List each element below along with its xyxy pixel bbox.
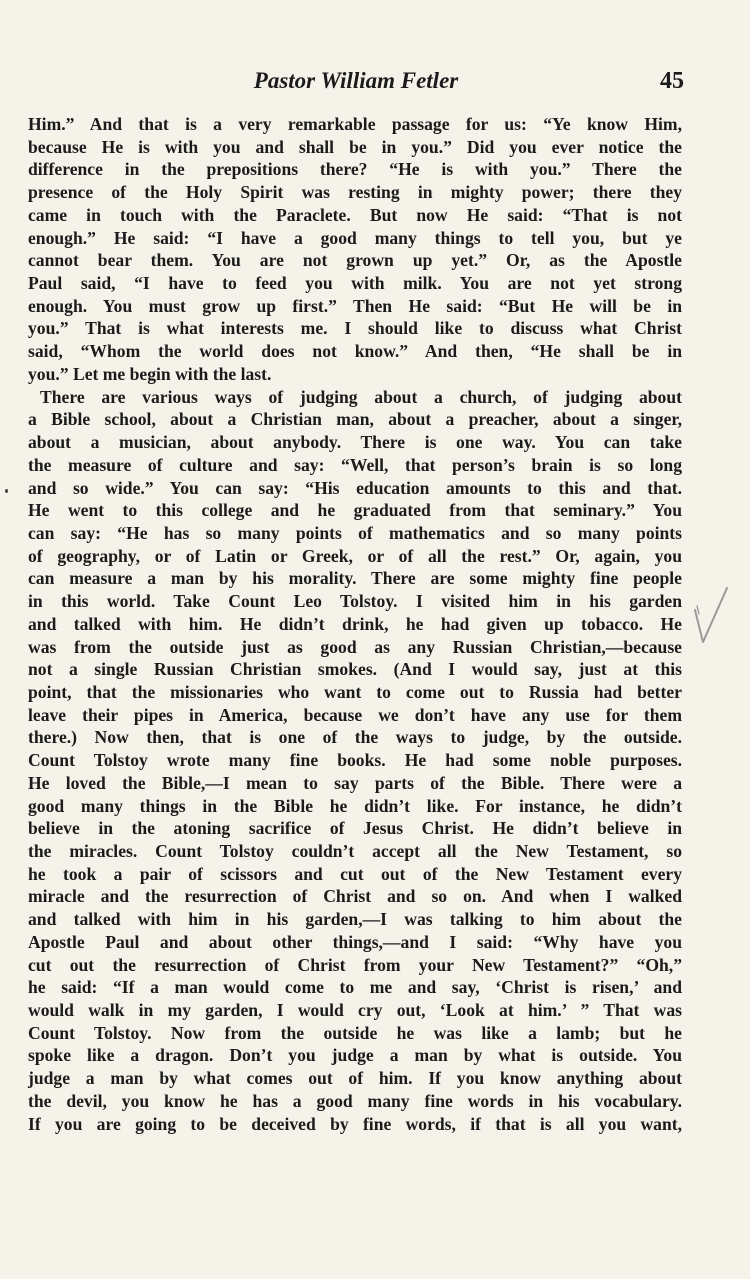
- text-line: about a musician, about anybody. There is one way. You can take: [28, 432, 682, 453]
- text-line: not a single Russian Christian smokes. (And I would say, just at this: [28, 659, 682, 680]
- text-line: good many things in the Bible he didn’t like. For instance, he didn’t: [28, 795, 682, 816]
- text-line: and so wide.” You can say: “His education amounts to this and that.: [28, 477, 682, 498]
- text-line: believe in the atoning sacrifice of Jesus Christ. He didn’t believe in: [28, 818, 682, 839]
- body-text: [28, 113, 682, 1135]
- text-line: presence of the Holy Spirit was resting in mighty power; there they: [28, 182, 682, 203]
- margin-dot: [5, 489, 8, 493]
- text-line: enough. You must grow up first.” Then He said: “But He will be in: [28, 295, 682, 316]
- text-line: and talked with him in his garden,—I was talking to him about the: [28, 909, 682, 930]
- text-line: miracle and the resurrection of Christ and so on. And when I walked: [28, 886, 682, 907]
- text-line: would walk in my garden, I would cry out, ‘Look at him.’ ” That was: [28, 1000, 682, 1021]
- text-line: If you are going to be deceived by fine words, if that is all you want,: [28, 1113, 682, 1134]
- text-line: cut out the resurrection of Christ from your New Testament?” “Oh,”: [28, 954, 682, 975]
- text-line: Count Tolstoy. Now from the outside he was like a lamb; but he: [28, 1022, 682, 1043]
- running-title: Pastor William Fetler: [253, 68, 459, 93]
- text-line: point, that the missionaries who want to come out to Russia had better: [28, 681, 682, 702]
- text-line: in this world. Take Count Leo Tolstoy. I visited him in his garden: [28, 591, 682, 612]
- text-line: of geography, or of Latin or Greek, or of all the rest.” Or, again, you: [28, 545, 682, 566]
- text-line: spoke like a dragon. Don’t you judge a man by what is outside. You: [28, 1045, 682, 1066]
- running-head: [28, 64, 684, 98]
- page-number: 45: [660, 68, 684, 94]
- text-line: the measure of culture and say: “Well, that person’s brain is so long: [28, 454, 682, 475]
- text-line: you.” Let me begin with the last.: [28, 363, 272, 384]
- text-line: he said: “If a man would come to me and say, ‘Christ is risen,’ and: [28, 977, 682, 998]
- text-line: the devil, you know he has a good many fine words in his vocabulary.: [28, 1090, 682, 1111]
- text-line: He loved the Bible,—I mean to say parts of the Bible. There were a: [28, 772, 682, 793]
- text-line: cannot bear them. You are not grown up yet.” Or, as the Apostle: [28, 250, 682, 271]
- text-line: difference in the prepositions there? “He is with you.” There the: [28, 159, 682, 180]
- text-line: there.) Now then, that is one of the ways to judge, by the outside.: [28, 727, 682, 748]
- text-line: said, “Whom the world does not know.” And then, “He shall be in: [28, 341, 682, 362]
- text-line: a Bible school, about a Christian man, about a preacher, about a singer,: [28, 409, 682, 430]
- checkmark-icon: [693, 584, 729, 646]
- text-line: Apostle Paul and about other things,—and I said: “Why have you: [28, 931, 682, 952]
- text-line: Him.” And that is a very remarkable passage for us: “Ye know Him,: [28, 114, 682, 134]
- text-line: Paul said, “I have to feed you with milk. You are not yet strong: [28, 273, 682, 294]
- text-line: the miracles. Count Tolstoy couldn’t accept all the New Testament, so: [28, 841, 682, 861]
- text-line: because He is with you and shall be in you.” Did you ever notice the: [28, 136, 682, 157]
- text-line: He went to this college and he graduated from that seminary.” You: [28, 500, 682, 521]
- text-line: came in touch with the Paraclete. But now He said: “That is not: [28, 204, 682, 225]
- text-line: was from the outside just as good as any Russian Christian,—because: [28, 636, 682, 657]
- text-line: can measure a man by his morality. There are some mighty fine people: [28, 568, 682, 589]
- text-line: he took a pair of scissors and cut out of the New Testament every: [28, 863, 682, 884]
- text-line: enough.” He said: “I have a good many things to tell you, but ye: [28, 227, 682, 248]
- text-line: There are various ways of judging about a church, of judging about: [40, 386, 682, 407]
- text-line: and talked with him. He didn’t drink, he had given up tobacco. He: [28, 613, 682, 634]
- text-line: can say: “He has so many points of mathematics and so many points: [28, 522, 682, 543]
- text-line: you.” That is what interests me. I should like to discuss what Christ: [28, 318, 682, 339]
- text-line: Count Tolstoy wrote many fine books. He had some noble purposes.: [28, 750, 682, 771]
- text-line: judge a man by what comes out of him. If you know anything about: [28, 1068, 682, 1089]
- text-line: leave their pipes in America, because we don’t have any use for them: [28, 704, 682, 725]
